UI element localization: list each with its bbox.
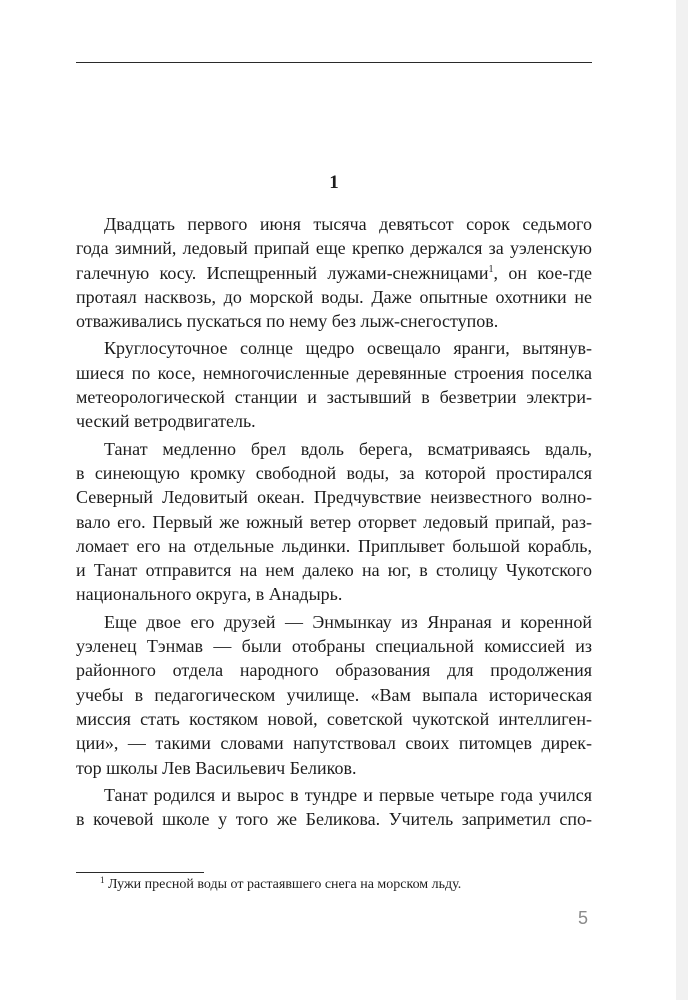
paragraph-1: [76, 212, 592, 333]
text-line: тор школы Лев Васильевич Беликов.: [76, 757, 357, 778]
header-rule: [76, 62, 592, 63]
text-line: метеорологической станции и застывший в безветрии электри-: [76, 387, 592, 408]
text-line: ческий ветродвигатель.: [76, 411, 256, 432]
text-line: Северный Ледовитый океан. Предчувствие неизвестного волно-: [76, 487, 592, 508]
text-line: года зимний, ледовый припай еще крепко держался за уэленскую: [76, 238, 592, 259]
paragraph-5: [76, 783, 592, 832]
text-line: Круглосуточное солнце щедро освещало яранги, вытянув-: [104, 338, 592, 359]
text-line: ломает его на отдельные льдинки. Приплывет большой корабль,: [76, 535, 592, 556]
text-line: шиеся по косе, немногочисленные деревянные строения поселка: [76, 362, 592, 383]
text-line: учебы в педагогическом училище. «Вам выпала историческая: [76, 684, 592, 705]
text-segment: галечную косу. Испещренный лужами-снежницами: [76, 262, 489, 283]
text-line: Двадцать первого июня тысяча девятьсот сорок седьмого: [104, 214, 592, 234]
text-line: протаял насквозь, до морской воды. Даже опытные охотники не: [76, 286, 592, 307]
paragraph-4: [76, 610, 592, 780]
footnote-mark[interactable]: 1: [488, 263, 494, 275]
text-line: Танат медленно брел вдоль берега, всматриваясь вдаль,: [104, 438, 592, 459]
text-line: отваживались пускаться по нему без лыж-снегоступов.: [76, 311, 499, 332]
text-line: Танат родился и вырос в тундре и первые четыре года учился: [104, 784, 592, 805]
page-number: 5: [578, 908, 589, 928]
chapter-number: 1: [329, 172, 339, 193]
text-line: вало его. Первый же южный ветер оторвет ледовый припай, раз-: [76, 511, 592, 532]
text-line: в кочевой школе у того же Беликова. Учитель заприметил спо-: [76, 809, 592, 830]
text-line: Еще двое его друзей — Энмынкау из Янраная и коренной: [104, 611, 592, 632]
paragraph-3: [76, 437, 592, 607]
text-line: районного отдела народного образования для продолжения: [76, 660, 592, 681]
text-line: ции», — такими словами напутствовал своих питомцев дирек-: [76, 733, 592, 754]
paragraph-2: [76, 336, 592, 433]
text-line: миссия стать костяком новой, советской чукотской интеллиген-: [76, 708, 592, 729]
footnote-number: 1: [100, 875, 105, 885]
footnote-rule: [76, 872, 204, 873]
text-segment: , он кое-где: [493, 262, 593, 283]
text-line: в синеющую кромку свободной воды, за которой простирался: [76, 462, 592, 483]
text-line: национального округа, в Анадырь.: [76, 584, 343, 605]
footnote-text: Лужи пресной воды от растаявшего снега на морском льду.: [108, 877, 462, 892]
chapter-body: [76, 212, 592, 834]
footnote: [100, 877, 461, 893]
text-line: уэленец Тэнмав — были отобраны специальной комиссией из: [76, 636, 592, 657]
text-line-with-footnote: [76, 261, 592, 285]
text-line: и Танат отправится на нем далеко на юг, в столицу Чукотского: [76, 560, 592, 581]
